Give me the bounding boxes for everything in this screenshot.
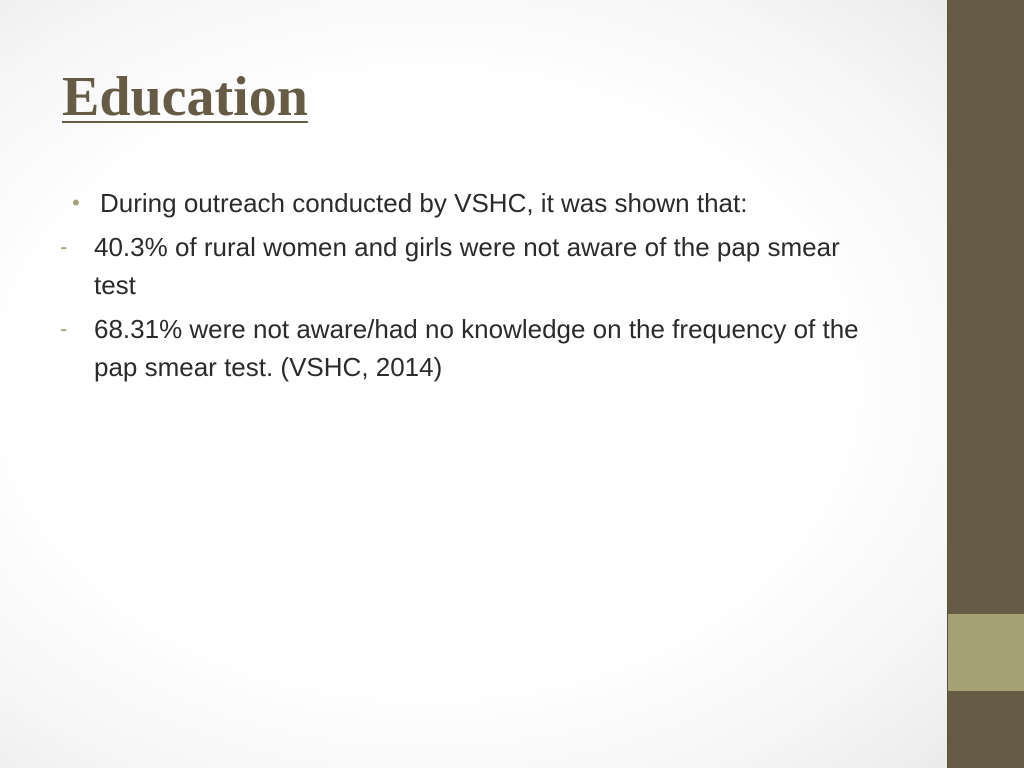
list-item bbox=[60, 310, 880, 386]
slide-body bbox=[60, 184, 880, 392]
slide-title: Education bbox=[62, 66, 308, 128]
bullet-dot-icon: • bbox=[72, 190, 80, 215]
decorative-sidebar-accent bbox=[948, 614, 1024, 691]
intro-bullet bbox=[60, 184, 880, 222]
list-item-text: 68.31% were not aware/had no knowledge on the frequency of the pap smear test. (VSHC, 2014) bbox=[94, 314, 859, 382]
dash-bullet-icon: - bbox=[60, 316, 68, 341]
list-item-text: 40.3% of rural women and girls were not aware of the pap smear test bbox=[94, 232, 840, 300]
list-item bbox=[60, 228, 880, 304]
intro-bullet-text: During outreach conducted by VSHC, it was shown that: bbox=[100, 188, 748, 218]
dash-bullet-icon: - bbox=[60, 234, 68, 259]
